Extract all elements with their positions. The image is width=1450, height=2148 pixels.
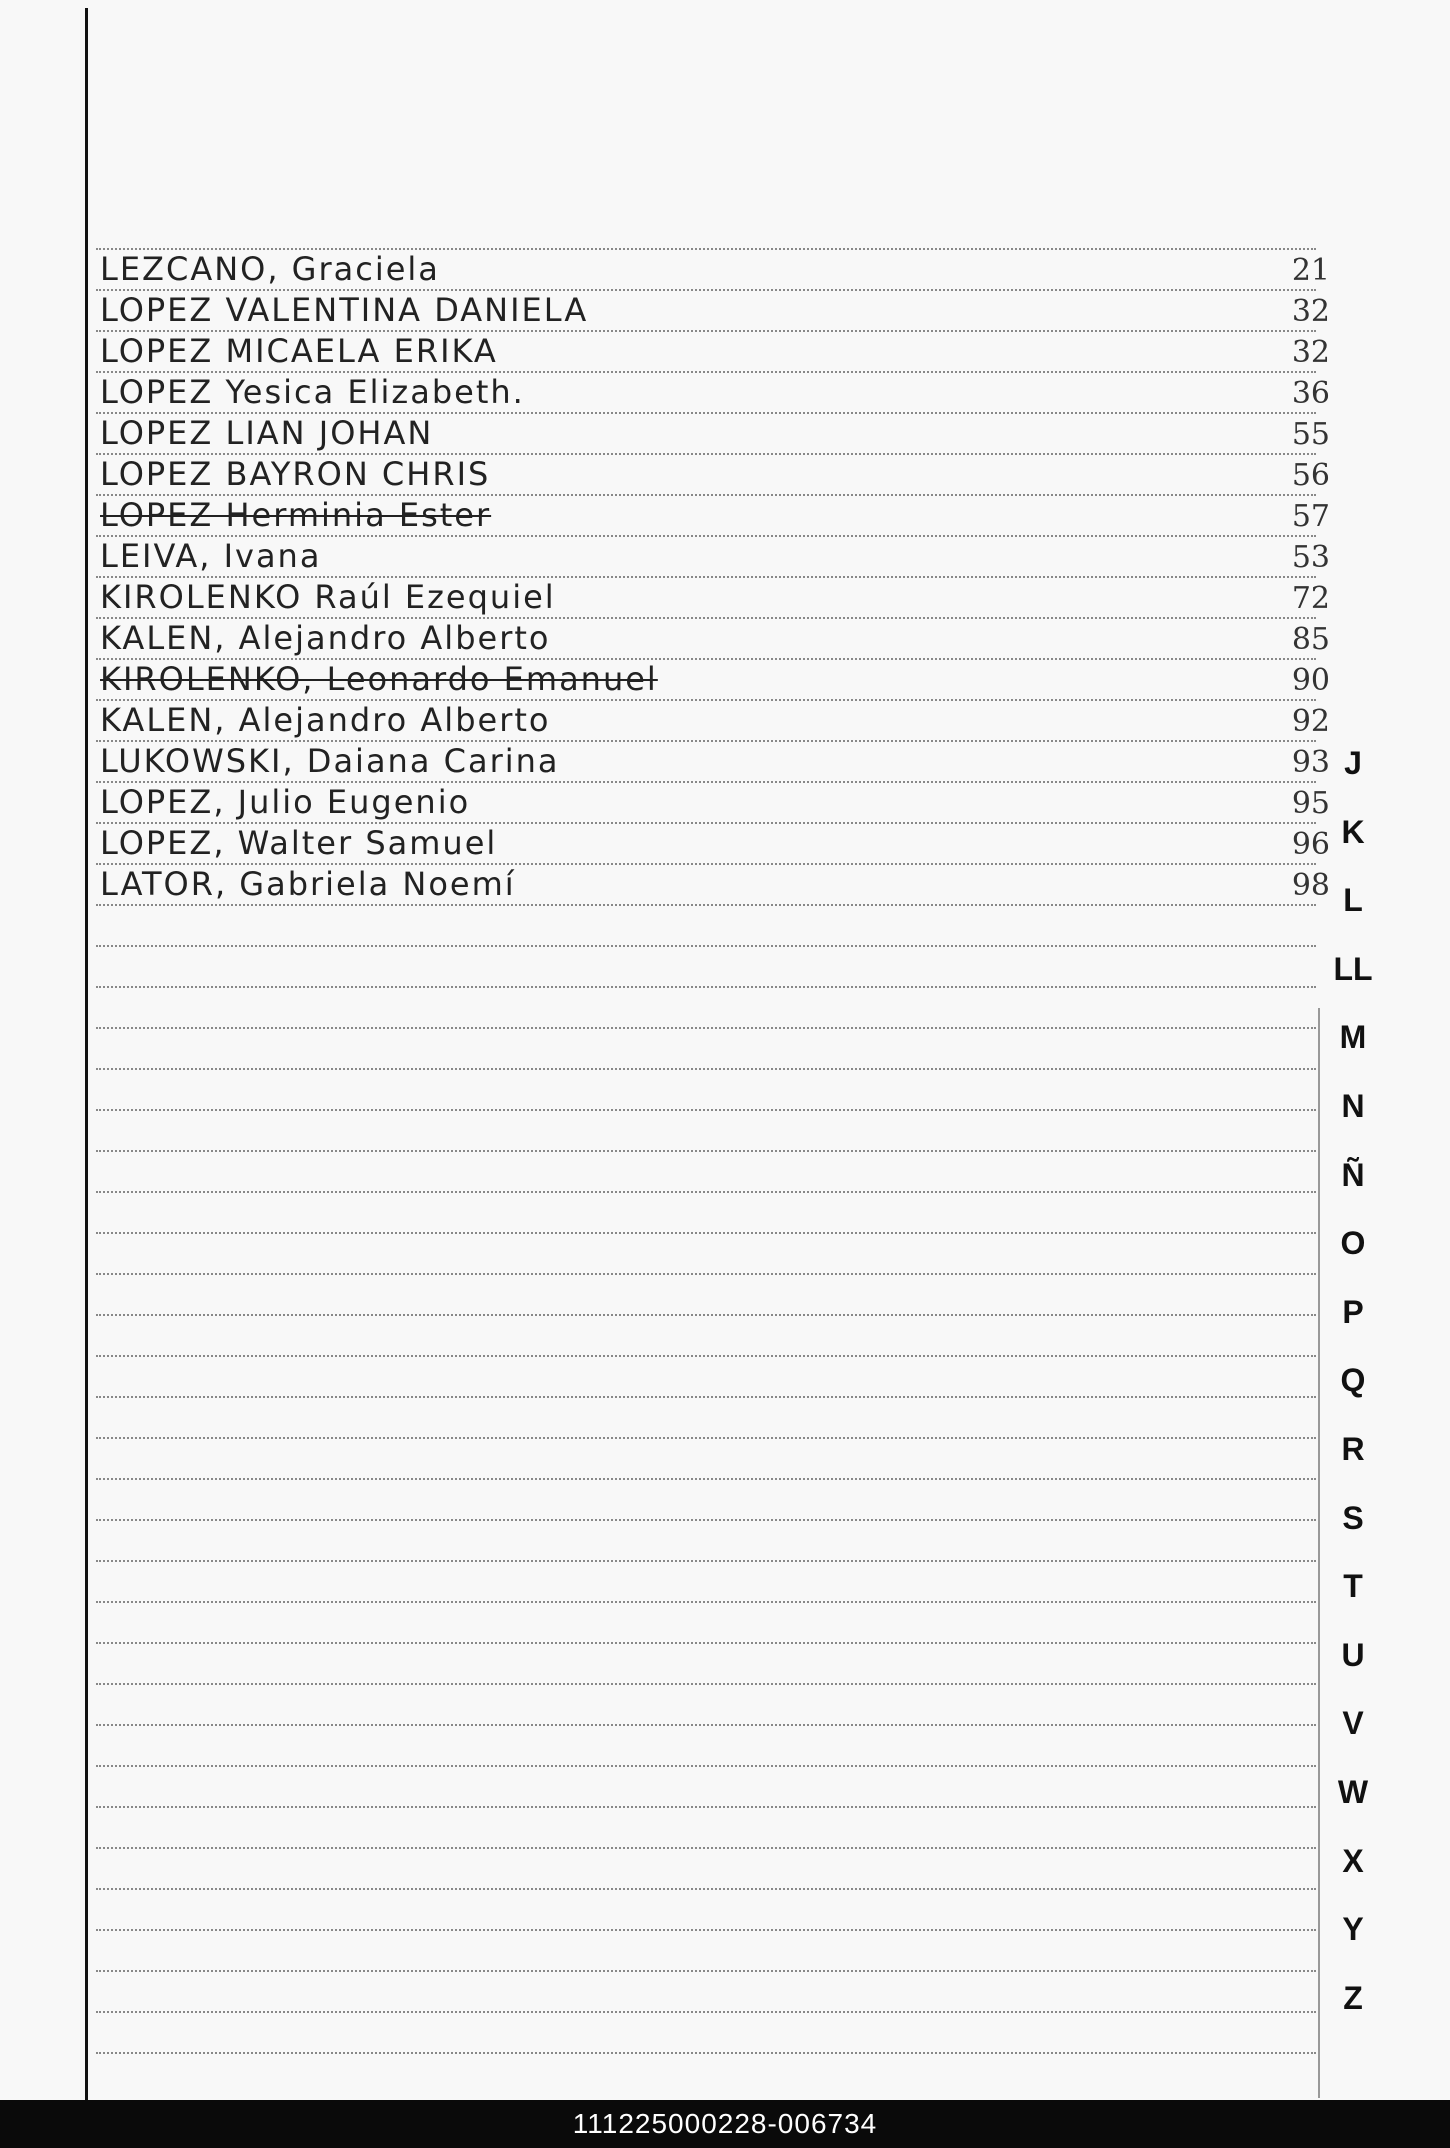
entry-page-number: 90 xyxy=(1291,663,1330,698)
entry-name: KALEN, Alejandro Alberto xyxy=(100,619,551,657)
entry-name: LEZCANO, Graciela xyxy=(100,250,440,288)
entry-page-number: 72 xyxy=(1291,581,1330,616)
index-entry xyxy=(100,576,1330,618)
index-tab-r[interactable]: R xyxy=(1341,1431,1365,1467)
index-entry xyxy=(100,289,1330,331)
index-entry xyxy=(100,371,1330,413)
index-tab-v[interactable]: V xyxy=(1342,1705,1364,1742)
index-tab-z[interactable]: Z xyxy=(1343,1979,1363,2016)
index-entry xyxy=(100,330,1330,372)
entry-name: KIROLENKO Raúl Ezequiel xyxy=(100,578,556,616)
entry-page-number: 32 xyxy=(1291,294,1330,329)
index-tab-s[interactable]: S xyxy=(1342,1499,1364,1536)
entry-page-number: 32 xyxy=(1291,335,1330,370)
index-tab-y[interactable]: Y xyxy=(1342,1911,1364,1948)
document-footer xyxy=(0,2100,1450,2148)
entry-page-number: 55 xyxy=(1291,417,1330,452)
index-tab-w[interactable]: W xyxy=(1337,1774,1369,1810)
index-tab-k[interactable]: K xyxy=(1341,813,1365,850)
index-entry xyxy=(100,494,1330,536)
index-tab-x[interactable]: X xyxy=(1342,1842,1364,1879)
index-entry xyxy=(100,658,1330,700)
entry-name: LOPEZ, Julio Eugenio xyxy=(100,783,471,821)
entry-name: LOPEZ BAYRON CHRIS xyxy=(100,455,491,493)
entry-name: LOPEZ LIAN JOHAN xyxy=(100,414,434,452)
entry-name: KIROLENKO, Leonardo Emanuel xyxy=(100,660,658,698)
entry-page-number: 57 xyxy=(1291,499,1330,534)
index-entry xyxy=(100,863,1330,905)
index-entry xyxy=(100,699,1330,741)
entry-name: LEIVA, Ivana xyxy=(100,537,322,575)
entry-page-number: 98 xyxy=(1291,868,1330,903)
entry-name: LOPEZ Herminia Ester xyxy=(100,496,492,534)
index-tab-n[interactable]: N xyxy=(1341,1088,1365,1124)
index-tab-t[interactable]: T xyxy=(1343,1568,1363,1605)
index-tab-p[interactable]: P xyxy=(1342,1293,1364,1330)
entry-page-number: 53 xyxy=(1291,540,1330,575)
entry-page-number: 36 xyxy=(1291,376,1330,411)
entry-page-number: 21 xyxy=(1291,253,1330,288)
index-tab-l[interactable]: L xyxy=(1343,882,1363,919)
index-entry xyxy=(100,617,1330,659)
index-tab-enye[interactable]: Ñ xyxy=(1341,1156,1365,1193)
index-entry xyxy=(100,412,1330,454)
entry-page-number: 93 xyxy=(1291,745,1330,780)
index-tab-u[interactable]: U xyxy=(1341,1636,1365,1673)
index-tab-m[interactable]: M xyxy=(1339,1019,1367,1056)
index-entry xyxy=(100,453,1330,495)
index-entry xyxy=(100,248,1330,290)
entry-name: LATOR, Gabriela Noemí xyxy=(100,865,516,903)
entry-name: KALEN, Alejandro Alberto xyxy=(100,701,551,739)
entry-name: LOPEZ MICAELA ERIKA xyxy=(100,332,498,370)
index-tab-o[interactable]: O xyxy=(1340,1225,1366,1262)
entry-page-number: 85 xyxy=(1291,622,1330,657)
index-tab-ll[interactable]: LL xyxy=(1333,950,1373,987)
index-entry xyxy=(100,740,1330,782)
entry-name: LOPEZ VALENTINA DANIELA xyxy=(100,291,589,329)
index-entry xyxy=(100,822,1330,864)
index-entry xyxy=(100,535,1330,577)
entry-name: LOPEZ Yesica Elizabeth. xyxy=(100,373,525,411)
index-tab-q[interactable]: Q xyxy=(1340,1362,1366,1399)
entry-name: LOPEZ, Walter Samuel xyxy=(100,824,498,862)
index-entry xyxy=(100,781,1330,823)
entry-name: LUKOWSKI, Daiana Carina xyxy=(100,742,560,780)
entry-page-number: 56 xyxy=(1291,458,1330,493)
entry-page-number: 92 xyxy=(1291,704,1330,739)
entry-page-number: 96 xyxy=(1291,827,1330,862)
index-tab-j[interactable]: J xyxy=(1344,745,1362,781)
entry-page-number: 95 xyxy=(1291,786,1330,821)
footer-code: 111225000228-006734 xyxy=(572,2108,878,2139)
